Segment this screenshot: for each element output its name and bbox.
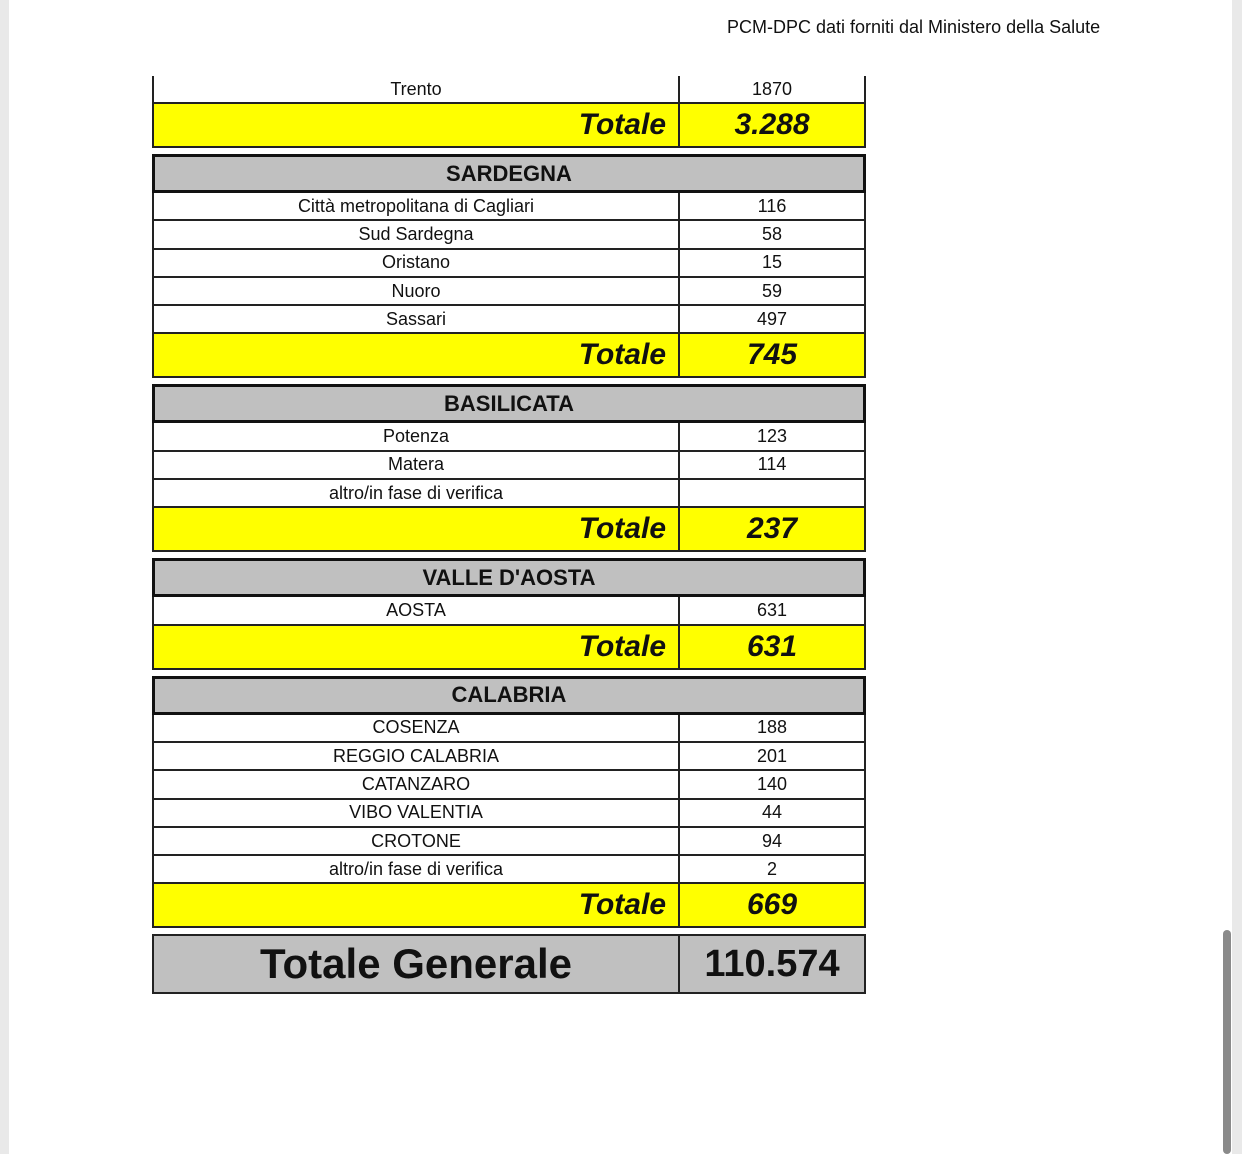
table-row [152,597,866,625]
table-row [152,480,866,508]
region-header-valle-daosta: VALLE D'AOSTA [152,558,866,597]
table-row [152,828,866,856]
grand-total-label: Totale Generale [154,936,680,992]
region-total-row [152,626,866,670]
table-row [152,743,866,771]
province-value: 188 [756,717,788,738]
vertical-scrollbar[interactable] [1223,930,1231,1154]
total-label: Totale [154,334,680,376]
province-value: 44 [761,802,783,823]
document-page [9,0,1232,1154]
province-name: Potenza [154,423,680,449]
total-label: Totale [154,104,680,146]
province-name: altro/in fase di verifica [154,480,680,506]
total-label: Totale [154,508,680,550]
province-name: CROTONE [154,828,680,854]
province-name: AOSTA [154,597,680,623]
province-name: Sassari [154,306,680,332]
province-name: Città metropolitana di Cagliari [154,193,680,219]
table-row [152,423,866,451]
province-name: Sud Sardegna [154,221,680,247]
grand-total-row [152,934,866,994]
table-row [152,452,866,480]
province-value: 59 [761,280,783,301]
province-value: 1870 [751,78,793,99]
table-row [152,193,866,221]
province-value [680,480,864,506]
province-value: 94 [761,830,783,851]
total-value: 669 [746,888,798,922]
province-name: VIBO VALENTIA [154,800,680,826]
total-label: Totale [154,626,680,668]
province-name: Nuoro [154,278,680,304]
province-value: 116 [757,195,787,216]
province-name: COSENZA [154,715,680,741]
region-total-row [152,104,866,148]
province-value: 631 [756,600,788,621]
province-value: 497 [756,308,788,329]
table-row [152,856,866,884]
grand-total-value: 110.574 [704,942,840,985]
total-value: 237 [746,512,798,546]
table-row [152,306,866,334]
region-header-basilicata: BASILICATA [152,384,866,423]
table-row [152,715,866,743]
table-row [152,800,866,828]
region-header-calabria: CALABRIA [152,676,866,715]
table-row [152,76,866,104]
province-value: 15 [761,252,783,273]
cases-table [152,76,866,994]
region-total-row [152,334,866,378]
region-total-row [152,508,866,552]
province-name: REGGIO CALABRIA [154,743,680,769]
table-row [152,771,866,799]
total-label: Totale [154,884,680,926]
province-value: 140 [756,773,788,794]
total-value: 631 [746,629,798,663]
region-header-sardegna: SARDEGNA [152,154,866,193]
table-row [152,278,866,306]
province-name: Trento [154,76,680,102]
total-value: 3.288 [734,108,810,141]
total-value: 745 [746,338,798,372]
province-name: Oristano [154,250,680,276]
province-name: Matera [154,452,680,478]
source-note: PCM-DPC dati forniti dal Ministero della Salute [727,17,1101,37]
province-value: 114 [757,454,787,475]
province-value: 2 [766,858,777,879]
province-value: 201 [756,745,788,766]
province-name: CATANZARO [154,771,680,797]
region-total-row [152,884,866,928]
province-value: 123 [756,426,788,447]
province-value: 58 [761,223,783,244]
table-row [152,250,866,278]
table-row [152,221,866,249]
province-name: altro/in fase di verifica [154,856,680,882]
